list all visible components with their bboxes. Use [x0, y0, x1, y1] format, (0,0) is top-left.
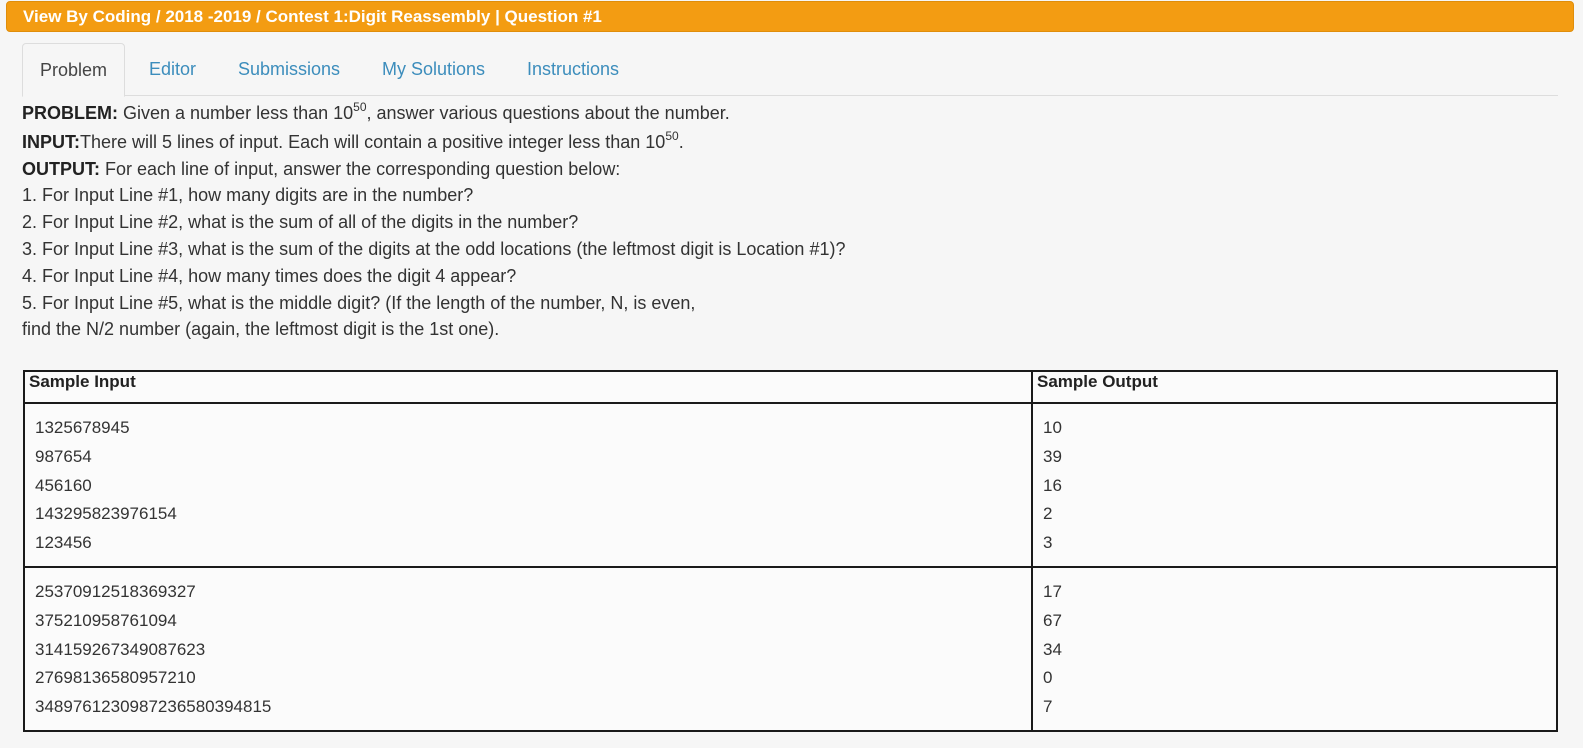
sample-output-header: Sample Output: [1032, 371, 1557, 403]
sample-output-line: 10: [1043, 418, 1062, 437]
question-line: 5. For Input Line #5, what is the middle digit? (If the length of the number, N, is even,: [22, 292, 696, 313]
output-text: For each line of input, answer the corresponding question below:: [100, 158, 621, 179]
sample-input-line: 987654: [35, 446, 92, 466]
question-line: find the N/2 number (again, the leftmost digit is the 1st one).: [22, 319, 500, 340]
problem-text: Given a number less than 10: [118, 103, 354, 123]
sample-output-line: 17: [1043, 581, 1062, 601]
sample-input-line: 375210958761094: [35, 610, 177, 630]
sample-output-line: 2: [1043, 504, 1053, 524]
sample-input-cell: [24, 567, 1032, 731]
problem-exponent: 50: [353, 100, 367, 114]
tab-submissions[interactable]: Submissions: [238, 59, 341, 79]
sample-input-line: 123456: [35, 533, 92, 553]
tab-bar: [22, 43, 1558, 96]
sample-set-row: [24, 567, 1557, 731]
tab-my-solutions[interactable]: My Solutions: [382, 59, 486, 79]
sample-output-cell: [1032, 567, 1557, 731]
question-line: 4. For Input Line #4, how many times does the digit 4 appear?: [22, 265, 517, 286]
tab-problem[interactable]: Problem: [22, 43, 125, 97]
problem-label: PROBLEM:: [22, 103, 118, 123]
problem-text-end: , answer various questions about the number.: [366, 103, 730, 123]
sample-output-line: 39: [1043, 446, 1062, 466]
sample-output-line: 7: [1043, 697, 1053, 717]
sample-io-table: [23, 370, 1558, 732]
sample-output-line: 0: [1043, 668, 1053, 688]
sample-output-line: 16: [1043, 475, 1062, 495]
sample-input-line: 25370912518369327: [35, 581, 196, 601]
sample-set-row: [24, 403, 1557, 567]
sample-input-line: 456160: [35, 475, 92, 495]
input-exponent: 50: [665, 128, 679, 143]
tab-editor[interactable]: Editor: [149, 59, 197, 79]
problem-statement: [22, 100, 1562, 343]
input-text-end: .: [678, 131, 684, 152]
question-line: 2. For Input Line #2, what is the sum of all of the digits in the number?: [22, 212, 579, 233]
sample-output-cell: [1032, 403, 1557, 567]
sample-input-cell: [24, 403, 1032, 567]
sample-output-line: 3: [1043, 533, 1053, 553]
sample-input-header: Sample Input: [24, 371, 1032, 403]
output-label: OUTPUT:: [22, 158, 100, 179]
sample-output-line: 34: [1043, 639, 1062, 659]
sample-output-line: 67: [1043, 610, 1062, 630]
problem-line: [22, 100, 1562, 127]
breadcrumb-title: View By Coding / 2018 -2019 / Contest 1:Digit Reassembly | Question #1: [23, 7, 602, 26]
sample-input-line: 314159267349087623: [35, 639, 206, 659]
sample-input-line: 348976123098723658039481​5: [35, 697, 272, 717]
input-text: There will 5 lines of input. Each will contain a positive integer less than 10: [80, 131, 666, 152]
tab-instructions[interactable]: Instructions: [527, 59, 620, 79]
sample-input-line: 27698136580957210: [35, 668, 196, 688]
input-label: INPUT:: [22, 131, 80, 152]
output-line: [22, 156, 1562, 183]
sample-input-line: 1325678945: [35, 418, 130, 437]
breadcrumb-title-bar: [6, 1, 1574, 32]
input-line: [22, 129, 1562, 156]
question-line: 3. For Input Line #3, what is the sum of the digits at the odd locations (the leftmost digit is Location #1)?: [22, 238, 846, 259]
question-line: 1. For Input Line #1, how many digits are in the number?: [22, 185, 474, 206]
sample-input-line: 143295823976154: [35, 504, 177, 524]
